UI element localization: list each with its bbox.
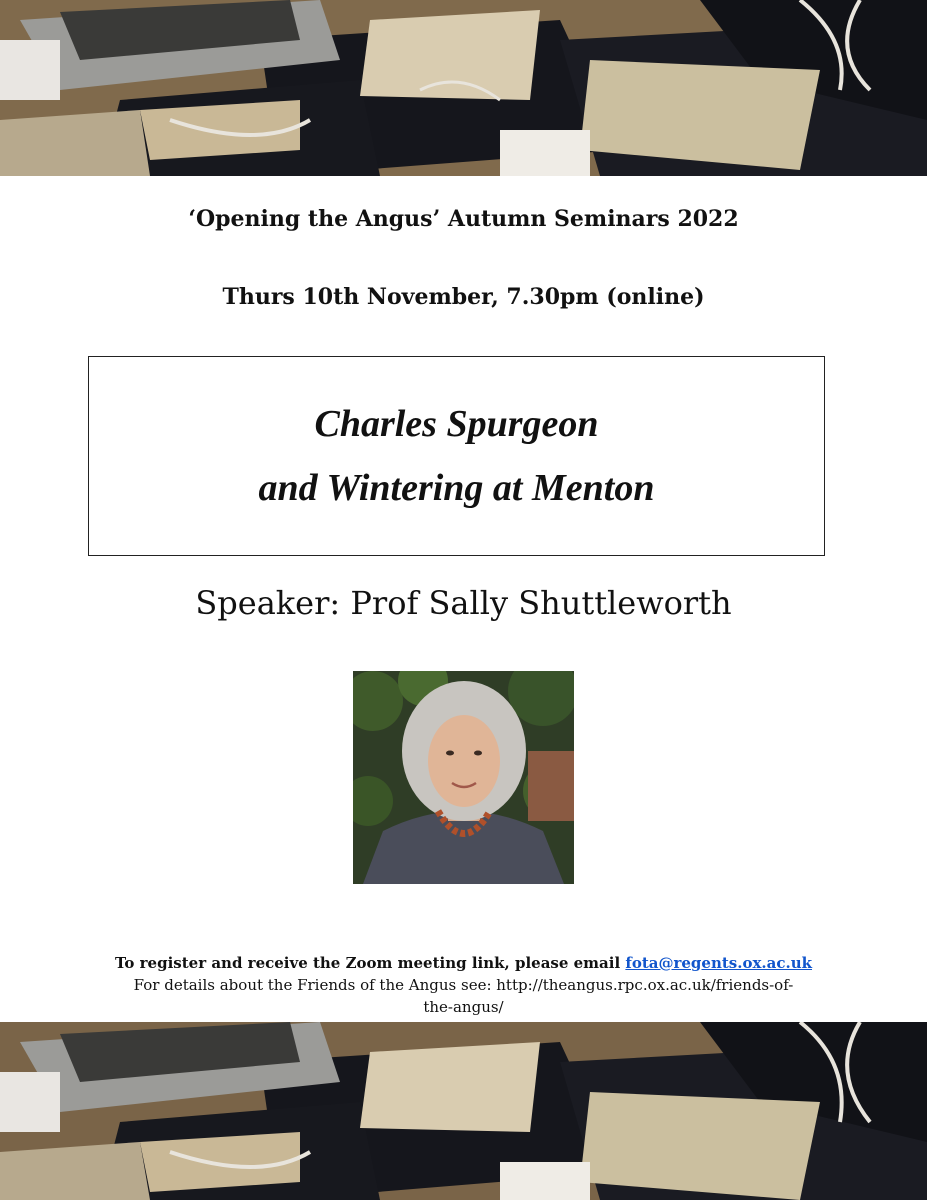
talk-title-line-2: and Wintering at Menton [258, 467, 655, 509]
register-text: To register and receive the Zoom meeting link, please email [114, 954, 626, 972]
top-banner-photo [0, 0, 927, 176]
event-date: Thurs 10th November, 7.30pm (online) [222, 284, 705, 310]
speaker-portrait [353, 671, 574, 884]
details-line-1[interactable]: For details about the Friends of the Angus see: http://theangus.rpc.ox.ac.uk/friends-of- [133, 976, 794, 994]
details-line-2[interactable]: the-angus/ [423, 998, 504, 1016]
speaker-name: Speaker: Prof Sally Shuttleworth [195, 584, 732, 622]
speaker-label [0, 584, 927, 622]
bottom-banner-photo [0, 1022, 927, 1200]
talk-title-box [88, 356, 825, 556]
email-link[interactable]: fota@regents.ox.ac.uk [625, 954, 813, 972]
footer-info [0, 952, 927, 1018]
talk-title-line-1: Charles Spurgeon [314, 403, 599, 445]
series-title: ‘Opening the Angus’ Autumn Seminars 2022 [188, 206, 739, 232]
